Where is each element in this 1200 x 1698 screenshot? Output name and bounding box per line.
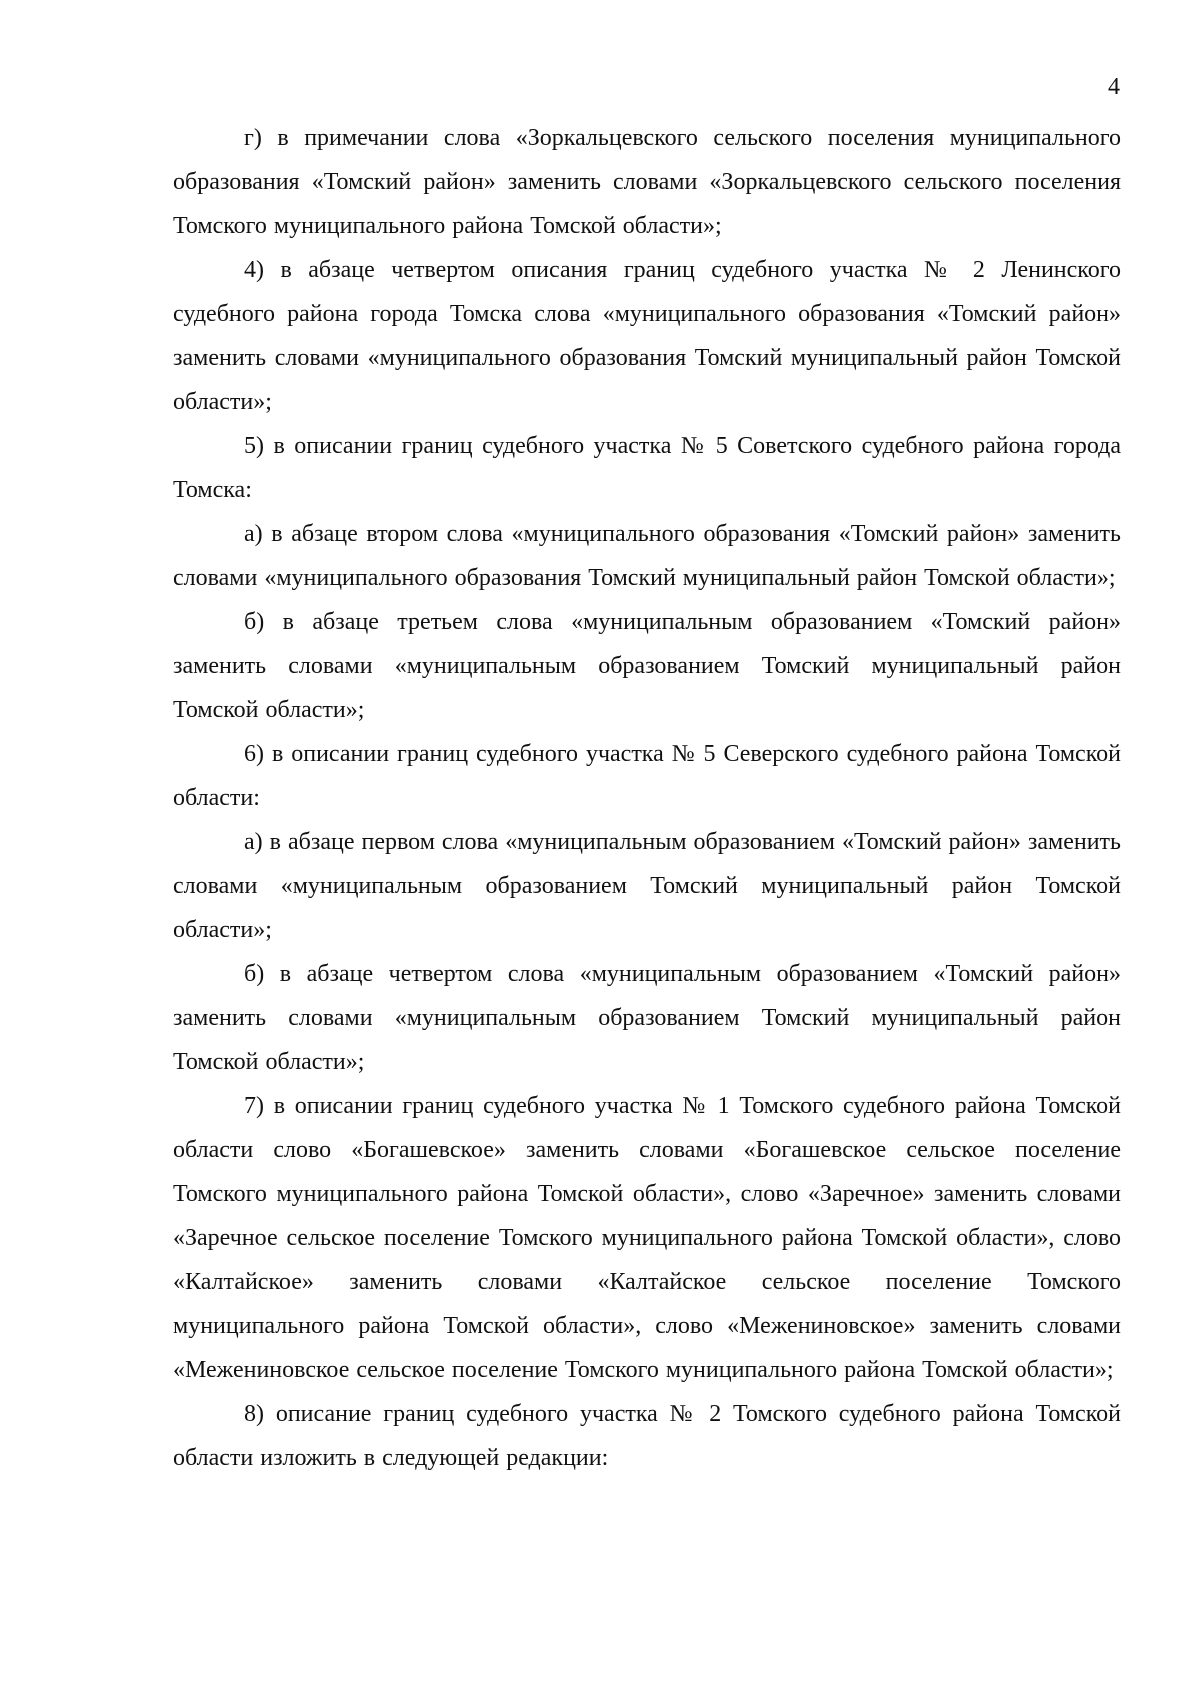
paragraph-g-note: г) в примечании слова «Зоркальцевского сельского поселения муниципального образования «Томский район» заменить словами «Зоркальцевского сельского поселения Томского муниципального района Томской области»;	[173, 125, 1121, 239]
paragraph-item-5: 5) в описании границ судебного участка № 5 Советского судебного района города Томска:	[173, 433, 1121, 503]
paragraph-item-5a: а) в абзаце втором слова «муниципального образования «Томский район» заменить словами «муниципального образования Томский муниципальный район Томской области»;	[173, 521, 1121, 591]
paragraph-item-6b: б) в абзаце четвертом слова «муниципальным образованием «Томский район» заменить словами «муниципальным образованием Томский муниципальный район Томской области»;	[173, 961, 1121, 1075]
paragraph-item-7: 7) в описании границ судебного участка № 1 Томского судебного района Томской области слово «Богашевское» заменить словами «Богашевское сельское поселение Томского муниципального района Томской области», слово «Заречное» заменить словами «Заречное сельское поселение Томского муниципального района Томской области», слово «Калтайское» заменить словами «Калтайское сельское поселение Томского муниципального района Томской области», слово «Межениновское» заменить словами «Межениновское сельское поселение Томского муниципального района Томской области»;	[173, 1093, 1121, 1383]
page-number: 4	[1108, 74, 1120, 100]
paragraph-item-6a: а) в абзаце первом слова «муниципальным образованием «Томский район» заменить словами «муниципальным образованием Томский муниципальный район Томской области»;	[173, 829, 1121, 943]
document-body	[173, 116, 1121, 1480]
paragraph-item-5b: б) в абзаце третьем слова «муниципальным образованием «Томский район» заменить словами «муниципальным образованием Томский муниципальный район Томской области»;	[173, 609, 1121, 723]
paragraph-item-4: 4) в абзаце четвертом описания границ судебного участка № 2 Ленинского судебного района города Томска слова «муниципального образования «Томский район» заменить словами «муниципального образования Томский муниципальный район Томской области»;	[173, 257, 1121, 415]
paragraph-item-8: 8) описание границ судебного участка № 2 Томского судебного района Томской области изложить в следующей редакции:	[173, 1401, 1121, 1471]
paragraph-item-6: 6) в описании границ судебного участка № 5 Северского судебного района Томской области:	[173, 741, 1121, 811]
